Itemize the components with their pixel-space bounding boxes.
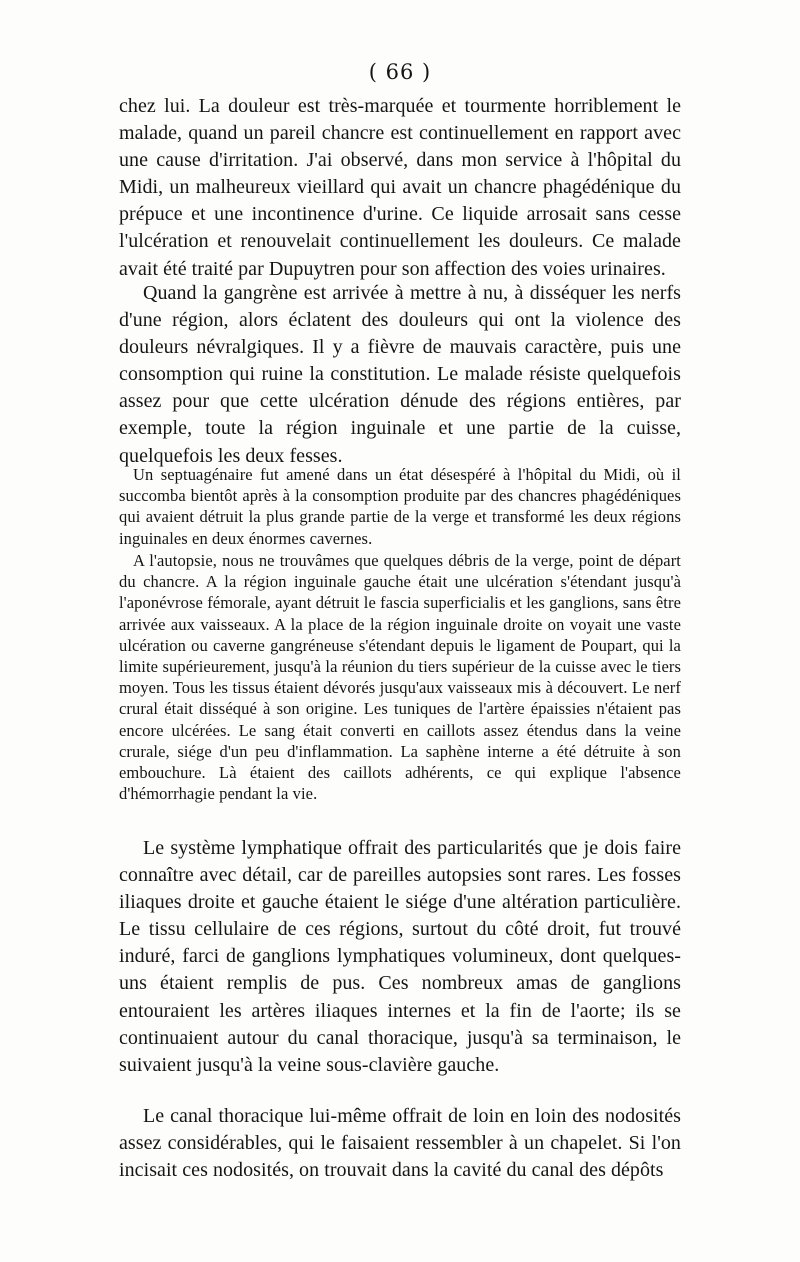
paragraph-lymphatic-system: Le système lymphatique offrait des particularités que je dois faire connaître avec détail, car de pareilles autopsies sont rares. Les fosses iliaques droite et gauche étaient le siége d'une altération particulière. Le tissu cellulaire de ces régions, surtout du côté droit, fut trouvé induré, farci de ganglions lymphatiques volumineux, dont quelques-uns étaient remplis de pus. Ces nombreux amas de ganglions entouraient les artères iliaques internes et la fin de l'aorte; ils se continuaient autour du canal thoracique, jusqu'à sa terminaison, le suivaient jusqu'à la veine sous-clavière gauche. xyxy=(119,837,681,1076)
paragraph-chancre-irritation: chez lui. La douleur est très-marquée et tourmente horriblement le malade, quand un pareil chancre est continuellement en rapport avec une cause d'irritation. J'ai observé, dans mon service à l'hôpital du Midi, un malheureux vieillard qui avait un chancre phagédénique du prépuce et une incontinence d'urine. Ce liquide arrosait sans cesse l'ulcération et renouvelait continuellement les douleurs. Ce malade avait été traité par Dupuytren pour son affection des voies urinaires. xyxy=(119,95,681,280)
paragraph-thoracic-canal: Le canal thoracique lui-même offrait de loin en loin des nodosités assez considérables, qui le faisaient ressembler à un chapelet. Si l'on incisait ces nodosités, on trouvait dans la cavité du canal des dépôts xyxy=(119,1105,681,1182)
paragraph-gangrene: Quand la gangrène est arrivée à mettre à nu, à disséquer les nerfs d'une région, alors éclatent des douleurs qui ont la violence des douleurs névralgiques. Il y a fièvre de mauvais caractère, puis une consomption qui ruine la constitution. Le malade résiste quelquefois assez pour que cette ulcération dénude des régions entières, par exemple, toute la région inguinale et une partie de la cuisse, quelquefois les deux fesses. xyxy=(119,282,681,467)
paragraph-autopsy: A l'autopsie, nous ne trouvâmes que quelques débris de la verge, point de départ du chancre. A la région inguinale gauche était une ulcération s'étendant jusqu'à l'aponévrose fémorale, ayant détruit le fascia superficialis et les ganglions, sans être arrivée aux vaisseaux. A la place de la région inguinale droite on voyait une vaste ulcération ou caverne gangréneuse s'étendant depuis le ligament de Poupart, qui la limite supérieurement, jusqu'à la réunion du tiers supérieur de la cuisse avec le tiers moyen. Tous les tissus étaient dévorés jusqu'aux vaisseaux mis à découvert. Le nerf crural était disséqué à son origine. Les tuniques de l'artère épaissies n'étaient pas encore ulcérées. Le sang était converti en caillots assez étendus dans la veine crurale, siége d'un peu d'inflammation. La saphène interne a été détruite à son embouchure. Là étaient des caillots adhérents, ce qui explique l'absence d'hémorrhagie pendant la vie. xyxy=(119,551,681,804)
page-number: ( 66 ) xyxy=(368,60,432,84)
paragraph-case-septuagenarian: Un septuagénaire fut amené dans un état désespéré à l'hôpital du Midi, où il succomba bientôt après à la consomption produite par des chancres phagédéniques qui avaient détruit la plus grande partie de la verge et transformé les deux régions inguinales en deux énormes cavernes. xyxy=(119,465,681,548)
